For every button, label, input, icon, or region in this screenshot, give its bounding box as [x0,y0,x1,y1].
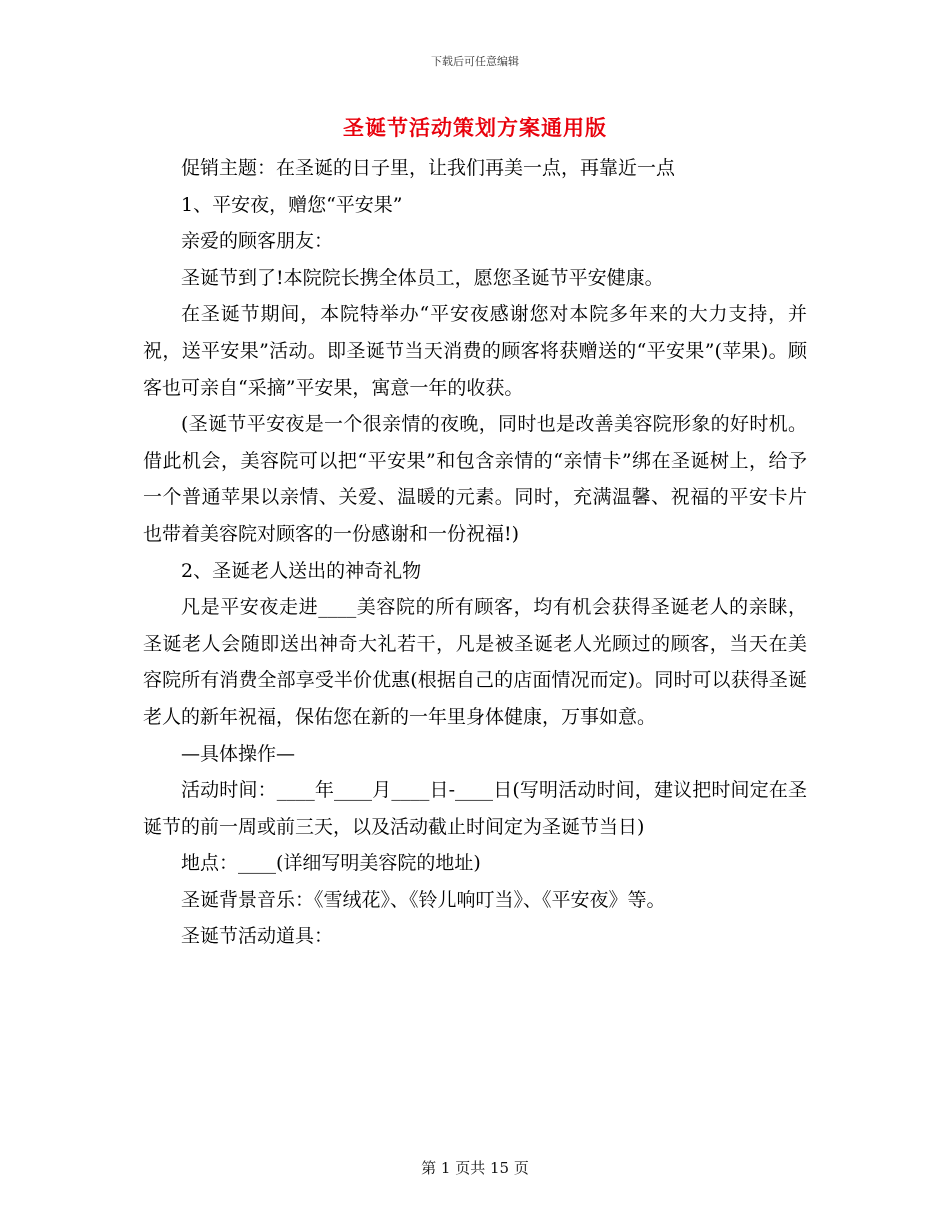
paragraph-christmas-wish: 圣诞节到了!本院院长携全体员工，愿您圣诞节平安健康。 [181,266,664,289]
paragraph-event-time: 活动时间：____年____月____日-____日(写明活动时间，建议把时间定在圣诞节的前一周或前三天，以及活动截止时间定为圣诞节当日) [143,779,807,838]
paragraph-section-1-heading: 1、平安夜，赠您“平安果” [181,193,403,216]
paragraph-greeting: 亲爱的顾客朋友： [181,230,334,253]
document-body [143,150,807,955]
paragraph-background-music: 圣诞背景音乐：《雪绒花》、《铃儿响叮当》、《平安夜》等。 [181,888,666,911]
paragraph-props: 圣诞节活动道具： [181,925,334,948]
document-title: 圣诞节活动策划方案通用版 [343,115,607,140]
page-footer: 第 1 页共 15 页 [421,1159,529,1177]
paragraph-location: 地点：____(详细写明美容院的地址) [181,852,481,875]
paragraph-santa-gift: 凡是平安夜走进____美容院的所有顾客，均有机会获得圣诞老人的亲睐，圣诞老人会随即送出神奇大礼若干，凡是被圣诞老人光顾过的顾客，当天在美容院所有消费全部享受半价优惠(根据自己的店面情况而定)。同时可以获得圣诞老人的新年祝福，保佑您在新的一年里身体健康，万事如意。 [143,596,807,728]
paragraph-section-2-heading: 2、圣诞老人送出的神奇礼物 [181,559,422,582]
paragraph-promo-theme: 促销主题：在圣诞的日子里，让我们再美一点，再靠近一点 [181,157,676,179]
header-note: 下载后可任意编辑 [431,55,519,68]
paragraph-event-description: 在圣诞节期间，本院特举办“平安夜感谢您对本院多年来的大力支持，并祝，送平安果”活动。即圣诞节当天消费的顾客将获赠送的“平安果”(苹果)。顾客也可亲自“采摘”平安果，寓意一年的收获。 [143,303,807,399]
paragraph-operation-heading: —具体操作— [181,742,296,765]
paragraph-event-note: (圣诞节平安夜是一个很亲情的夜晚，同时也是改善美容院形象的好时机。借此机会，美容院可以把“平安果”和包含亲情的“亲情卡”绑在圣诞树上，给予一个普通苹果以亲情、关爱、温暖的元素。同时，充满温馨、祝福的平安卡片也带着美容院对顾客的一份感谢和一份祝福!) [143,413,807,545]
